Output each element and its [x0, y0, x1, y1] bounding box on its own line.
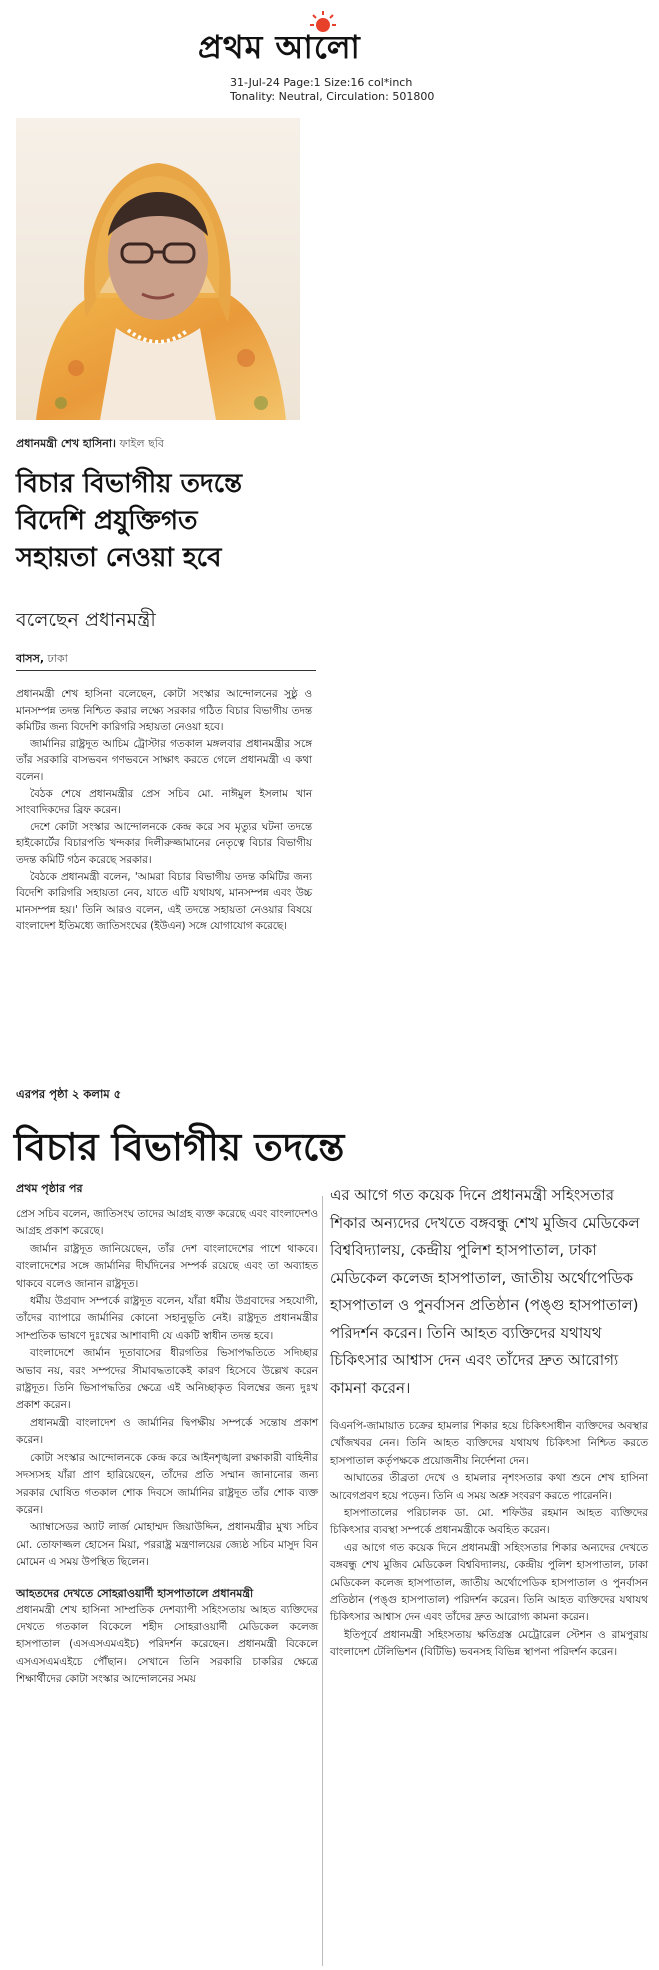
section-subhead: আহতদের দেখতে সোহরাওয়ার্দী হাসপাতালে প্রধানমন্ত্রী — [16, 1586, 254, 1600]
story-paragraph: বৈঠক শেষে প্রধানমন্ত্রীর প্রেস সচিব মো. নাঈমুল ইসলাম খান সাংবাদিকদের ব্রিফ করেন। — [16, 787, 312, 817]
headline-subtitle: বলেছেন প্রধানমন্ত্রী — [16, 609, 156, 631]
continued-from-label: প্রথম পৃষ্ঠার পর — [16, 1182, 83, 1195]
story-paragraph: এর আগে গত কয়েক দিনে প্রধানমন্ত্রী সহিংসতার শিকার অন্যদের দেখতে বঙ্গবন্ধু শেখ মুজিব মেডিকেল বিশ্ববিদ্যালয়, কেন্দ্রীয় পুলিশ হাসপাতাল, ঢাকা মেডিকেল কলেজ হাসপাতাল, জাতীয় অর্থোপেডিক হাসপাতাল ও পুনর্বাসন প্রতিষ্ঠান (পঙ্গু হাসপাতাল) পরিদর্শন করেন। তিনি আহত ব্যক্তিদের যথাযথ চিকিৎসার আশ্বাস দেন এবং তাঁদের দ্রুত আরোগ্য কামনা করেন। — [330, 1186, 640, 1397]
story-paragraph: বিএনপি-জামায়াত চক্রের হামলার শিকার হয়ে চিকিৎসাধীন ব্যক্তিদের অবস্থার খোঁজখবর নেন। তিনি আহত ব্যক্তিদের যথাযথ চিকিৎসা নিশ্চিত করতে হাসপাতাল কর্তৃপক্ষকে প্রয়োজনীয় নির্দেশনা দেন। — [330, 1420, 648, 1467]
story-paragraph: দেশে কোটা সংস্কার আন্দোলনকে কেন্দ্র করে সব মৃত্যুর ঘটনা তদন্তে হাইকোর্টের বিচারপতি খন্দকার দিলীরুজ্জামানের নেতৃত্বে বিচার বিভাগীয় তদন্ত কমিটি গঠন করেছে সরকার। — [16, 820, 312, 866]
large-type-paragraph — [330, 1182, 648, 1402]
story-paragraph: প্রধানমন্ত্রী বাংলাদেশ ও জার্মানির দ্বিপক্ষীয় সম্পর্কে সন্তোষ প্রকাশ করেন। — [16, 1416, 318, 1447]
story-paragraph: প্রেস সচিব বলেন, জাতিসংঘ তাদের আগ্রহ ব্যক্ত করেছে এবং বাংলাদেশও আগ্রহ প্রকাশ করেছে। — [16, 1208, 318, 1238]
story-paragraph: ইতিপূর্বে প্রধানমন্ত্রী সহিংসতায় ক্ষতিগ্রস্ত মেট্রোরেল স্টেশন ও রামপুরায় বাংলাদেশ টেলিভিশন (বিটিভি) ভবনসহ বিভিন্ন স্থাপনা পরিদর্শন করেন। — [330, 1628, 648, 1659]
photo-credit: ফাইল ছবি — [119, 437, 165, 450]
main-headline-line: বিদেশি প্রযুক্তিগত — [16, 506, 198, 536]
story-paragraph: প্রধানমন্ত্রী শেখ হাসিনা সাম্প্রতিক দেশব্যাপী সহিংসতায় আহত ব্যক্তিদের দেখতে গতকাল বিকেলে শহীদ সোহরাওয়ার্দী মেডিকেল কলেজ হাসপাতাল (এসএসএমএইচ) পরিদর্শন করেছেন। প্রধানমন্ত্রী বিকেলে এসএসএমএইচে পৌঁছান। সেখানে তিনি সরকারি চাকরির ক্ষেত্রে শিক্ষার্থীদের কোটা সংস্কার আন্দোলনের সময় — [16, 1603, 318, 1686]
byline — [16, 650, 68, 669]
continuation-right-column — [330, 1182, 648, 1662]
story-paragraph: বৈঠকে প্রধানমন্ত্রী বলেন, 'আমরা বিচার বিভাগীয় তদন্ত কমিটির জন্য বিদেশি কারিগরি সহায়তা নেব, যাতে এটি যথাযথ, মানসম্পন্ন এবং উচ্চ মানসম্পন্ন হয়।' তিনি আরও বলেন, এই তদন্তে সহায়তা নেওয়ার বিষয়ে বাংলাদেশ ইতিমধ্যে জাতিসংঘের (ইউএন) সঙ্গে যোগাযোগ করেছে। — [16, 870, 312, 933]
story-paragraph: প্রধানমন্ত্রী শেখ হাসিনা বলেছেন, কোটা সংস্কার আন্দোলনের সুষ্ঠু ও মানসম্পন্ন তদন্ত নিশ্চিত করার লক্ষ্যে সরকার গঠিত বিচার বিভাগীয় তদন্ত কমিটির জন্য বিদেশি কারিগরি সহায়তা নেওয়া হবে। — [16, 688, 312, 734]
newspaper-name: প্রথম আলো — [198, 28, 361, 66]
story-paragraph: আঘাতের তীব্রতা দেখে ও হামলার নৃশংসতার কথা শুনে শেখ হাসিনা আবেগপ্রবণ হয়ে পড়েন। তিনি এ সময় অশ্রু সংবরণ করতে পারেননি। — [330, 1472, 648, 1502]
story-paragraph: হাসপাতালের পরিচালক ডা. মো. শফিউর রহমান আহত ব্যক্তিদের চিকিৎসার ব্যবস্থা সম্পর্কে প্রধানমন্ত্রীকে অবহিত করেন। — [330, 1507, 648, 1537]
story-paragraph: কোটা সংস্কার আন্দোলনকে কেন্দ্র করে আইনশৃঙ্খলা রক্ষাকারী বাহিনীর সদস্যসহ যাঁরা প্রাণ হারিয়েছেন, তাঁদের প্রতি সম্মান জানানোর জন্য সরকার ঘোষিত গতকাল শোক দিবসে জার্মানির রাষ্ট্রদূত তাঁর শোক ব্যক্ত করেন। — [16, 1451, 318, 1516]
portrait-illustration — [16, 118, 300, 420]
front-story-body — [16, 686, 312, 935]
prime-minister-photo — [16, 118, 300, 420]
main-headline-line: সহায়তা নেওয়া হবে — [16, 543, 222, 573]
main-headline-line: বিচার বিভাগীয় তদন্তে — [16, 469, 243, 499]
byline-place: ঢাকা — [47, 652, 68, 665]
byline-agency: বাসস, — [16, 652, 45, 665]
continued-on-label: এরপর পৃষ্ঠা ২ কলাম ৫ — [16, 1087, 122, 1101]
story-paragraph: জার্মান রাষ্ট্রদূত জানিয়েছেন, তাঁর দেশ বাংলাদেশের পাশে থাকবে। বাংলাদেশের সঙ্গে জার্মানির দীর্ঘদিনের সম্পর্ক রয়েছে এবং তা অব্যাহত থাকবে বলেও জানান রাষ্ট্রদূত। — [16, 1242, 318, 1290]
clipping-meta-line2: Tonality: Neutral, Circulation: 501800 — [230, 90, 435, 103]
masthead-logo — [190, 8, 490, 70]
story-paragraph: জার্মানির রাষ্ট্রদূত আচিম ট্রোস্টার গতকাল মঙ্গলবার প্রধানমন্ত্রীর সঙ্গে তাঁর সরকারি বাসভবন গণভবনে সাক্ষাৎ করতে গেলে প্রধানমন্ত্রী এ কথা বলেন। — [16, 737, 312, 783]
photo-caption-text: প্রধানমন্ত্রী শেখ হাসিনা। — [16, 437, 116, 450]
story-paragraph: ধর্মীয় উগ্রবাদ সম্পর্কে রাষ্ট্রদূত বলেন, যাঁরা ধর্মীয় উগ্রবাদের সহযোগী, তাঁদের ব্যাপারে জার্মানির কোনো সহানুভূতি নেই। রাষ্ট্রদূত প্রধানমন্ত্রীর সাম্প্রতিক ভাষণে দুঃখের আশাবাদী যে একটি স্বাধীন তদন্ত হবে। — [16, 1295, 318, 1342]
right-column-body — [330, 1418, 648, 1662]
column-divider — [322, 1196, 323, 1966]
story-paragraph: এর আগে গত কয়েক দিনে প্রধানমন্ত্রী সহিংসতার শিকার অন্যদের দেখতে বঙ্গবন্ধু শেখ মুজিব মেডিকেল বিশ্ববিদ্যালয়, কেন্দ্রীয় পুলিশ হাসপাতাল, ঢাকা মেডিকেল কলেজ হাসপাতাল, জাতীয় অর্থোপেডিক হাসপাতাল ও পুনর্বাসন প্রতিষ্ঠান (পঙ্গু হাসপাতাল) পরিদর্শন করেন। তিনি আহত ব্যক্তিদের যথাযথ চিকিৎসার আশ্বাস দেন এবং তাঁদের দ্রুত আরোগ্য কামনা করেন। — [330, 1541, 648, 1624]
continuation-headline: বিচার বিভাগীয় তদন্তে — [14, 1124, 345, 1169]
story-paragraph: অ্যাম্বাসেডর অ্যাট লার্জ মোহাম্মদ জিয়াউদ্দিন, প্রধানমন্ত্রীর মুখ্য সচিব মো. তোফাজ্জল হোসেন মিয়া, পররাষ্ট্র মন্ত্রণালয়ের জ্যেষ্ঠ সচিব মাসুদ বিন মোমেন এ সময় উপস্থিত ছিলেন। — [16, 1521, 318, 1569]
main-headline — [16, 466, 316, 577]
byline-divider — [16, 670, 316, 671]
photo-caption — [16, 435, 164, 454]
story-paragraph: বাংলাদেশে জার্মান দূতাবাসের ধীরগতির ভিসাপদ্ধতিতে সদিচ্ছার অভাব নয়, বরং সম্পদের সীমাবদ্ধতাকেই কারণ হিসেবে উল্লেখ করেন রাষ্ট্রদূত। তিনি ভিসাপদ্ধতির ক্ষেত্রে এই অনিচ্ছাকৃত বিলম্বের জন্য দুঃখ প্রকাশ করেন। — [16, 1347, 318, 1412]
continuation-left-column — [16, 1206, 318, 1689]
clipping-meta — [230, 76, 434, 104]
clipping-meta-line1: 31-Jul-24 Page:1 Size:16 col*inch — [230, 76, 413, 89]
